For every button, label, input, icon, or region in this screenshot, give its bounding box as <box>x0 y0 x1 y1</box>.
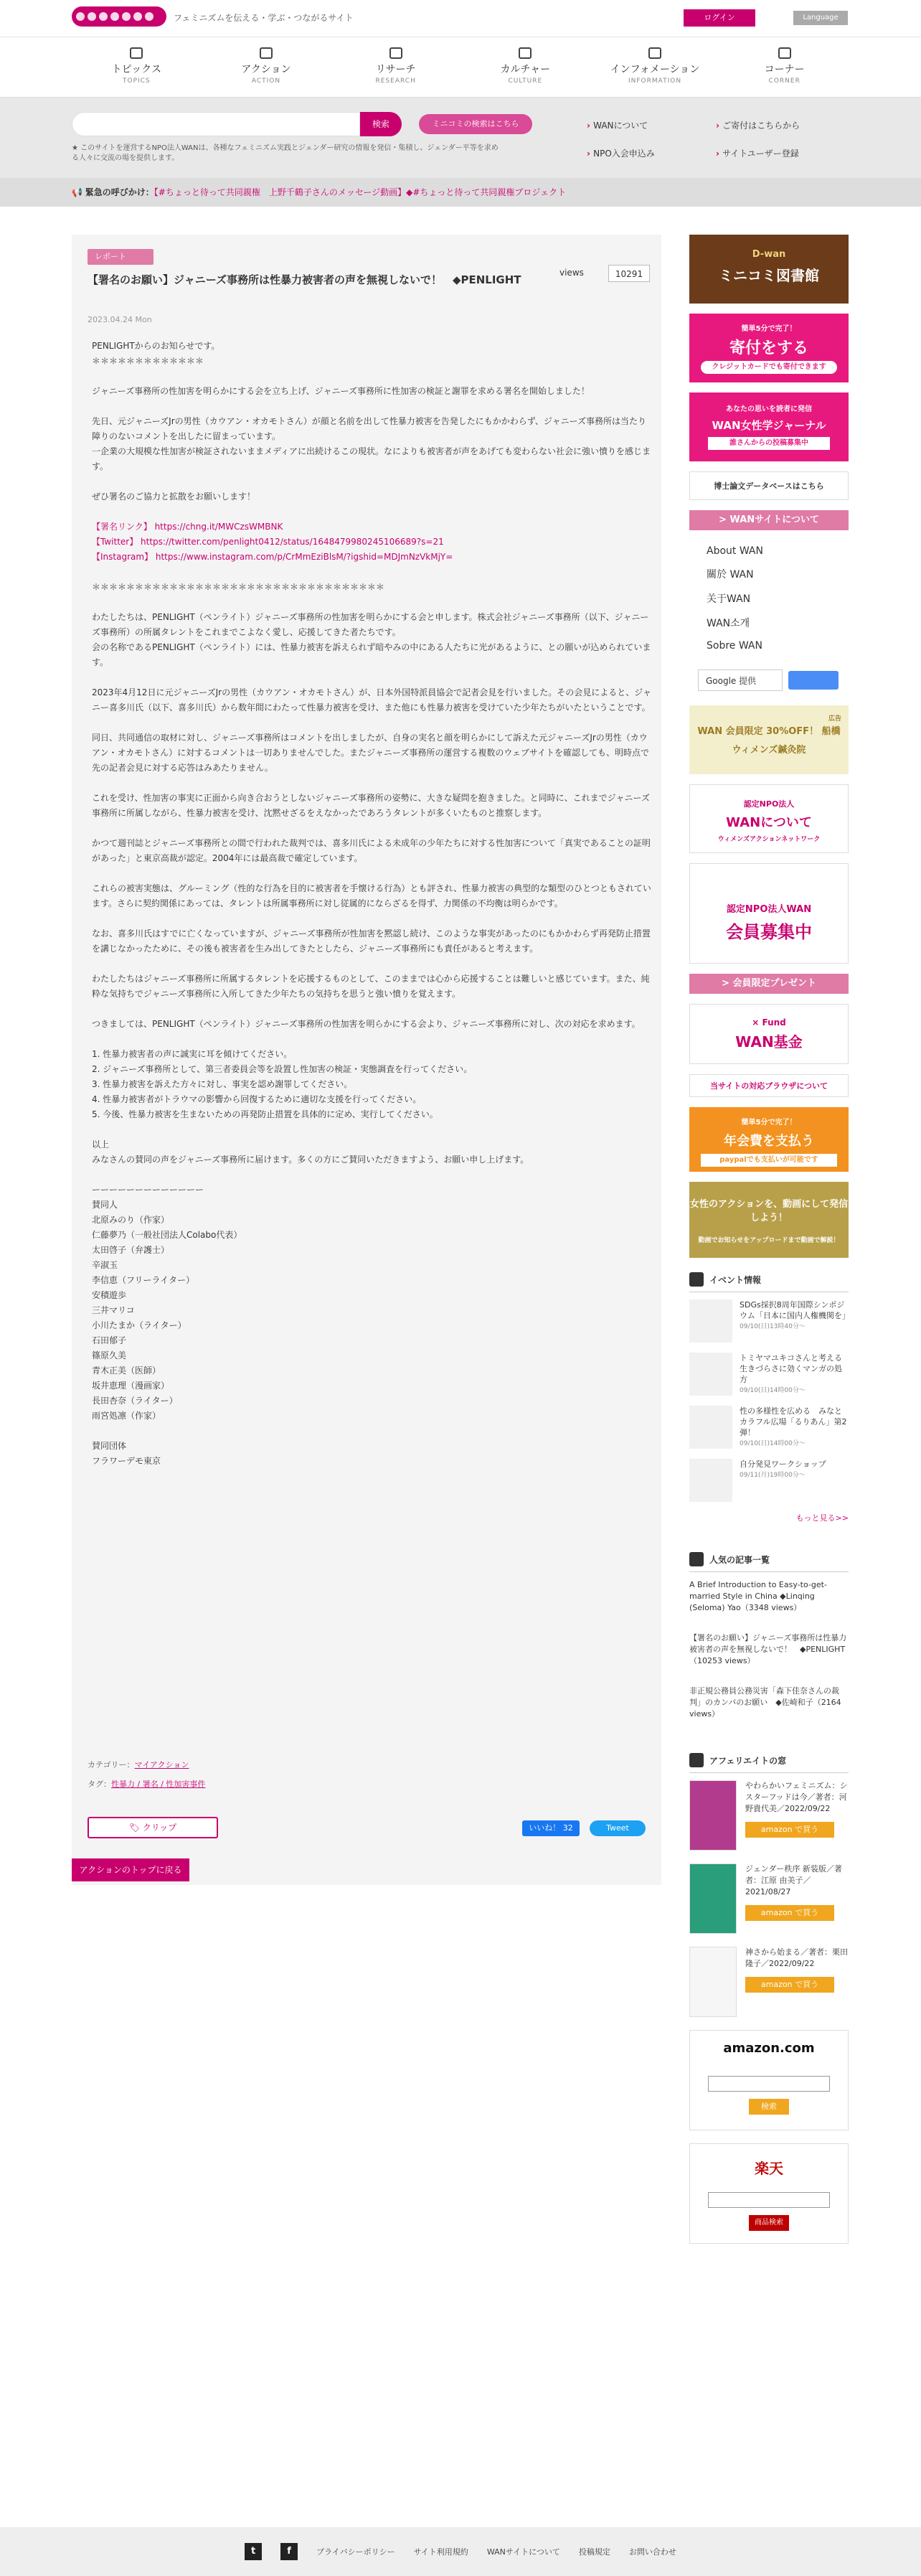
amazon-search-widget <box>689 2030 849 2130</box>
amazon-buy-button[interactable]: amazon で買う <box>745 1822 834 1838</box>
article-paragraph: わたしたちは、PENLIGHT（ペンライト）ジャニーズ事務所の性加害を明らかにする会と申します。株式会社ジャニーズ事務所（以下、ジャニーズ事務所）の所属タレントをこれまでこよなく愛し、応援してきた者たちです。 会の名称であるPENLIGHT（ペンライト）には、性暴力被害を訴えられず暗やみの中にある人たちに光があるように、との願いが込められています。 <box>92 612 651 667</box>
article-paragraph: ーーーーーーーーーーーーー 賛同人 北原みのり（作家） 仁藤夢乃（一般社団法人Colabo代表） 太田啓子（弁護士） 辛淑玉 李信恵（フリーライター） 安積遊歩 三井マリコ 小川たまか（ライター） 石田郁子 篠原久美 青木正美（医師） 坂井恵理（漫画家） 長田杏奈（ライター） 雨宮処凛（作家） <box>92 1185 242 1421</box>
npo-banner[interactable]: 認定NPO法人 WANについて ウィメンズアクションネットワーク <box>689 784 849 853</box>
amazon-search-button[interactable]: 検索 <box>749 2099 789 2115</box>
event-thumb <box>689 1353 732 1396</box>
event-item[interactable]: 自分発見ワークショップ 09/11(月)19時00分～ <box>689 1459 849 1502</box>
main-nav <box>0 37 921 98</box>
popular-title: 人気の記事一覧 <box>689 1548 849 1572</box>
amazon-search-input[interactable] <box>708 2076 830 2092</box>
events-title: イベント情報 <box>689 1268 849 1292</box>
article-paragraph: 1. 性暴力被害者の声に誠実に耳を傾けてください。 2. ジャニーズ事務所として、第三者委員会等を設置し性加害の検証・実態調査を行ってください。 3. 性暴力被害を訴えた方々に対し、事実を認め謝罪してください。 4. 性暴力被害者がトラウマの影響から回復するために適切な支援を行ってください。 5. 今後、性暴力被害を生まないための再発防止措置を具体的に定め、実行してください。 <box>92 1049 473 1119</box>
twitter-icon[interactable]: t <box>245 2543 262 2560</box>
nav-culture[interactable]: カルチャー CULTURE <box>461 37 590 97</box>
rakuten-search-input[interactable] <box>708 2192 830 2208</box>
footer-link[interactable]: プライバシーポリシー <box>316 2547 395 2557</box>
urgent-banner[interactable] <box>0 178 921 207</box>
quick-link-about[interactable]: › WANについて <box>587 119 716 131</box>
back-to-action-button[interactable]: アクションのトップに戻る <box>72 1858 189 1881</box>
minikomi-search-button[interactable]: ミニコミの検索はこちら <box>419 114 532 134</box>
book-cover <box>689 1863 737 1934</box>
article-paragraph: 以上 みなさんの賛同の声をジャニーズ事務所に届けます。多くの方にご賛同いただきますよう、お願い申し上げます。 <box>92 1139 529 1165</box>
book-cover <box>689 1947 737 2017</box>
nav-information[interactable]: インフォメーション INFORMATION <box>590 37 720 97</box>
article-paragraph: なお、喜多川氏はすでに亡くなっていますが、ジャニーズ事務所が性加害を黙認し続け、このような事実があったのにもかかわらず再発防止措置を講じなかったために、その後も被害者を生み出してきたとしたら、ジャニーズ事務所にも責任があると考えます。 <box>92 929 651 954</box>
member-banner[interactable]: 認定NPO法人WAN 会員募集中 <box>689 863 849 964</box>
journal-banner[interactable]: あなたの思いを読者に発信 WAN女性学ジャーナル 誰さんからの投稿募集中 <box>689 392 849 461</box>
article-paragraph: PENLIGHTからのお知らせです。 ＊＊＊＊＊＊＊＊＊＊＊＊＊ <box>92 341 220 366</box>
affiliate-title: アフェリエイトの窓 <box>689 1749 849 1773</box>
event-thumb <box>689 1406 732 1449</box>
events-more-link[interactable]: もっと見る>> <box>795 1513 849 1523</box>
about-link[interactable]: 关于WAN <box>707 593 751 605</box>
nav-corner[interactable]: コーナー CORNER <box>719 37 849 97</box>
footer-link[interactable]: WANサイトについて <box>486 2547 560 2557</box>
article-paragraph: 賛同団体 フラワーデモ東京 <box>92 1441 161 1466</box>
quick-link-register[interactable]: › サイトユーザー登録 <box>716 147 845 159</box>
about-link[interactable]: About WAN <box>707 545 763 557</box>
wan-logo[interactable] <box>72 6 166 27</box>
megaphone-icon: 📢 <box>72 187 85 197</box>
article-date: 2023.04.24 Mon <box>88 315 152 324</box>
language-button[interactable]: Language <box>793 11 848 25</box>
about-link[interactable]: 關於 WAN <box>707 569 754 580</box>
amazon-logo: amazon.com <box>723 2041 815 2056</box>
quick-link-npo[interactable]: › NPO入会申込み <box>587 147 716 159</box>
event-item[interactable]: トミヤマユキコさんと考える 生きづらさに効くマンガの処方 09/10(日)14時00分～ <box>689 1353 849 1396</box>
event-item[interactable]: 性の多様性を広める みなとカラフル広場「るりあん」第2弾！ 09/10(日)14時00分～ <box>689 1406 849 1449</box>
facebook-like-button[interactable]: いいね！ 32 <box>522 1820 580 1836</box>
article-paragraph: 同日、共同通信の取材に対し、ジャニーズ事務所はコメントを出しましたが、自身の実名と顔を明らかにして訴えた元ジャニーズJrの男性（カウアン・オカモトさん）に対するコメントは一切ありませんでした。またジャニーズ事務所の運営する複数のウェブサイトを確認しても、明時点で先の記者会見に対する応答はみあたりません。 <box>92 733 650 773</box>
about-wan-header: > WANサイトについて <box>689 510 849 530</box>
event-item[interactable]: SDGs採択8周年国際シンポジウム「日本に国内人権機関を」 09/10(日)13時40分～ <box>689 1299 849 1343</box>
category-badge[interactable]: レポート <box>88 249 154 265</box>
amazon-buy-button[interactable]: amazon で買う <box>745 1905 834 1921</box>
article-paragraph: これらの被害実態は、グルーミング（性的な行為を目的に被害者を手懐ける行為）とも評され、性暴力被害の典型的な類型のひとつともされています。さらに契約関係にあっては、タレントは所属事務所に対し従属的にならざるを得ず、力関係の不均衡は明らかです。 <box>92 883 651 908</box>
site-note: ★ このサイトを運営するNPO法人WANは、各種なフェミニズム実践とジェンダー研究の情報を発信・集積し、ジェンダー平等を求める人々に交流の場を提供します。 <box>72 144 499 162</box>
clip-icon: 🏷 <box>128 1823 143 1833</box>
book-item[interactable]: 神さから始まる／著者：栗田隆子／2022/09/22 amazon で買う <box>689 1947 849 2017</box>
event-thumb <box>689 1299 732 1343</box>
footer <box>0 2527 921 2576</box>
article-paragraph: ジャニーズ事務所の性加害を明らかにする会を立ち上げ、ジャニーズ事務所に性加害の検証と謝罪を求める署名を開始しました！ <box>92 386 590 396</box>
menu-icon <box>778 47 791 59</box>
rakuten-search-button[interactable]: 商品検索 <box>749 2215 789 2231</box>
footer-link[interactable]: サイト利用規約 <box>413 2547 468 2557</box>
article-links[interactable]: 【署名リンク】 https://chng.it/MWCzsWMBNK 【Twitter】 https://twitter.com/penlight0412/status/1648479980245106689?s=21 【Instagram】 https://www.instagram.com/p/CrMmEziBlsM/?igshid=MDJmNzVkMjY= <box>92 522 453 562</box>
member-present-header[interactable]: > 会員限定プレゼント <box>689 974 849 994</box>
membership-fee-banner[interactable]: 簡単5分で完了！ 年会費を支払う paypalでも支払いが可能です <box>689 1107 849 1172</box>
google-search-input[interactable]: Google 提供 <box>698 669 783 691</box>
article <box>72 235 661 1885</box>
book-cover <box>689 1780 737 1851</box>
login-button[interactable]: ログイン <box>684 9 755 27</box>
book-item[interactable]: ジェンダー秩序 新装版／著者：江原 由美子／2021/08/27 amazon で買う <box>689 1863 849 1934</box>
fund-banner[interactable]: × Fund WAN基金 <box>689 1004 849 1064</box>
google-search <box>689 669 849 691</box>
info-icon <box>648 47 661 59</box>
site-tagline: フェミニズムを伝える・学ぶ・つながるサイト <box>174 13 354 23</box>
donate-banner[interactable]: 簡単5分で完了！ 寄付をする クレジットカードでも寄付できます <box>689 314 849 382</box>
sidebar <box>689 235 849 2257</box>
google-search-button[interactable] <box>788 671 839 690</box>
nav-research[interactable]: リサーチ RESEARCH <box>331 37 461 97</box>
quick-links <box>587 119 845 159</box>
article-paragraph: 2023年4月12日に元ジャニーズJrの男性（カウアン・オカモトさん）が、日本外国特派員協会で記者会見を行いました。その会見によると、ジャニー喜多川氏（以下、喜多川氏）から数年間にわたって性暴力被害を受け、また他にも性暴力被害を受けていた少年たちがいたということです。 <box>92 687 652 713</box>
research-icon <box>389 47 402 59</box>
action-icon <box>260 47 273 59</box>
tags-line: タグ：性暴力 / 署名 / 性加害事件 <box>88 1780 206 1789</box>
ad-banner[interactable]: 広告 WAN 会員限定 30%OFF！ 船橋ウィメンズ鍼灸院 <box>689 705 849 774</box>
clip-button[interactable]: 🏷 クリップ <box>88 1817 218 1838</box>
views-label: views <box>559 268 584 278</box>
browser-notice[interactable]: 当サイトの対応ブラウザについて <box>689 1074 849 1097</box>
topics-icon <box>130 47 143 59</box>
top-bar <box>0 0 921 37</box>
article-paragraph: かつて週刊誌とジャニーズ事務所との間で行われた裁判では、喜多川氏による未成年の少年たちに対する性加害について「真実であることの証明があった」と東京高裁が認定。2004年には最高裁で確定しています。 <box>92 838 651 863</box>
about-link[interactable]: WAN소개 <box>707 618 750 629</box>
about-links <box>689 540 849 657</box>
search-band <box>0 98 921 178</box>
footer-link[interactable]: 投稿規定 <box>578 2547 610 2557</box>
thesis-database-link[interactable]: 博士論文データベースはこちら <box>689 471 849 500</box>
quick-link-donate[interactable]: › ご寄付はこちらから <box>716 119 845 131</box>
category-link[interactable]: マイアクション <box>134 1760 189 1769</box>
culture-icon <box>519 47 532 59</box>
popular-item[interactable]: 【署名のお願い】ジャニーズ事務所は性暴力被害者の声を無視しないで！ ◆PENLIGHT（10253 views） <box>689 1633 847 1665</box>
search-input[interactable] <box>72 112 360 136</box>
tweet-button[interactable]: Tweet <box>590 1820 646 1836</box>
nav-topics[interactable]: トピックス TOPICS <box>72 37 202 97</box>
article-title: 【署名のお願い】ジャニーズ事務所は性暴力被害者の声を無視しないで！ ◆PENLIGHT <box>88 273 521 286</box>
article-body <box>92 339 651 1484</box>
article-paragraph: わたしたちはジャニーズ事務所に所属するタレントを応援するものとして、このままでは心から応援することは難しいと感じています。また、純粋な気持ちでジャニーズ事務所に入所してきた少年たちの気持ちを思うと強い憤りを覚えます。 <box>92 974 650 999</box>
rakuten-logo: 楽天 <box>755 2160 783 2177</box>
popular-item[interactable]: A Brief Introduction to Easy-to-get-married Style in China ◆Linqing (Seloma) Yao（3348 views） <box>689 1580 827 1612</box>
category-line: カテゴリー：マイアクション <box>88 1760 189 1769</box>
minikomi-banner[interactable]: D-wan ミニコミ図書館 <box>689 235 849 304</box>
amazon-buy-button[interactable]: amazon で買う <box>745 1977 834 1993</box>
video-banner[interactable]: 女性のアクションを、動画にして発信しよう！ 動画でお知らせをアップロードまで動画で解説！ <box>689 1182 849 1258</box>
views-count: 10291 <box>608 265 650 282</box>
about-link[interactable]: Sobre WAN <box>707 640 762 652</box>
nav-action[interactable]: アクション ACTION <box>202 37 331 97</box>
facebook-icon[interactable]: f <box>280 2543 298 2560</box>
urgent-text[interactable]: 【#ちょっと待って共同親権 上野千鶴子さんのメッセージ動画】◆#ちょっと待って共同親権プロジェクト <box>154 187 567 197</box>
article-paragraph: ＊＊＊＊＊＊＊＊＊＊＊＊＊＊＊＊＊＊＊＊＊＊＊＊＊＊＊＊＊＊＊＊＊＊ <box>92 582 385 592</box>
article-paragraph: 先日、元ジャニーズJrの男性（カウアン・オカモトさん）が顔と名前を出して性暴力被害を告発したにもかかわらず、ジャニーズ事務所は当たり障りのないコメントを出したに留まっています。 一企業の大規模な性加害が検証されないままメディアに出続けるこの現状。なによりも被害者が声をあげても変わらない社会に強い憤りを感じます。 <box>92 416 651 471</box>
rakuten-search-widget <box>689 2143 849 2244</box>
book-item[interactable]: やわらかいフェミニズム：シスターフッドは今／著者：河野貴代美／2022/09/22 amazon で買う <box>689 1780 849 1851</box>
urgent-label: 緊急の呼びかけ： <box>85 187 154 197</box>
tag-links[interactable]: 性暴力 / 署名 / 性加害事件 <box>111 1780 206 1789</box>
event-thumb <box>689 1459 732 1502</box>
article-paragraph: ぜひ署名のご協力と拡散をお願いします！ <box>92 492 256 502</box>
footer-link[interactable]: お問い合わせ <box>628 2547 676 2557</box>
popular-item[interactable]: 非正規公務員公務災害「森下佳奈さんの裁判」のカンパのお願い ◆佐崎和子（2164 views） <box>689 1686 841 1719</box>
article-paragraph: これを受け、性加害の事実に正面から向き合おうとしないジャニーズ事務所の姿勢に、大きな疑問を抱きました。と同時に、これまでジャニーズ事務所に所属しながら、性暴力被害を受け、沈黙せざるをえなかったであろうタレントが多くいたものと推察します。 <box>92 793 650 818</box>
search-button[interactable]: 検索 <box>360 112 402 136</box>
article-paragraph: つきましては、PENLIGHT（ペンライト）ジャニーズ事務所の性加害を明らかにする会より、ジャニーズ事務所に対し、次の対応を求めます。 <box>92 1019 641 1029</box>
